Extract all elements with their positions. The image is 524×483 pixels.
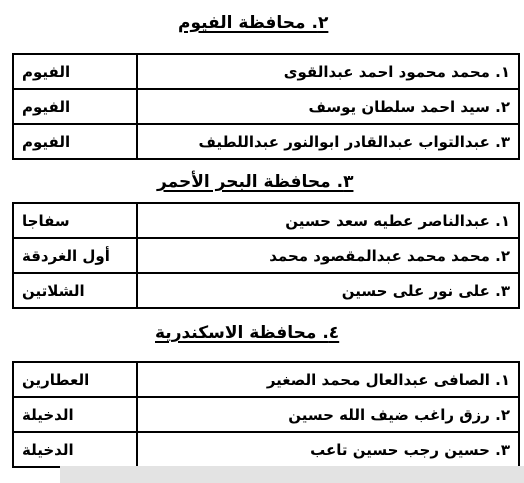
person-name: ٣. على نور على حسين — [137, 273, 519, 308]
person-name: ١. عبدالناصر عطيه سعد حسين — [137, 203, 519, 238]
person-name: ٣. حسين رجب حسين تاعب — [137, 432, 519, 467]
red-sea-table — [12, 202, 520, 309]
table-row — [13, 362, 519, 397]
table-row — [13, 203, 519, 238]
table-row — [13, 89, 519, 124]
person-location: الفيوم — [13, 89, 137, 124]
person-name: ٣. عبدالتواب عبدالقادر ابوالنور عبداللطيف — [137, 124, 519, 159]
section-title-fayoum: ٢. محافظة الفيوم — [178, 13, 329, 33]
table-row — [13, 238, 519, 273]
section-title-alexandria: ٤. محافظة الاسكندرية — [155, 323, 340, 343]
table-row — [13, 432, 519, 467]
person-name: ٢. سيد احمد سلطان يوسف — [137, 89, 519, 124]
person-location: الدخيلة — [13, 397, 137, 432]
person-location: الدخيلة — [13, 432, 137, 467]
alexandria-table — [12, 361, 520, 468]
person-location: الفيوم — [13, 54, 137, 89]
person-location: أول الغردقة — [13, 238, 137, 273]
fayoum-table — [12, 53, 520, 160]
person-name: ١. الصافى عبدالعال محمد الصغير — [137, 362, 519, 397]
person-location: الشلاتين — [13, 273, 137, 308]
table-row — [13, 273, 519, 308]
person-location: سفاجا — [13, 203, 137, 238]
person-name: ٢. محمد محمد عبدالمقصود محمد — [137, 238, 519, 273]
person-location: الفيوم — [13, 124, 137, 159]
person-name: ١. محمد محمود احمد عبدالقوى — [137, 54, 519, 89]
table-row — [13, 124, 519, 159]
footer-bar — [60, 466, 524, 483]
table-row — [13, 54, 519, 89]
person-location: العطارين — [13, 362, 137, 397]
person-name: ٢. رزق راغب ضيف الله حسين — [137, 397, 519, 432]
table-row — [13, 397, 519, 432]
section-title-red-sea: ٣. محافظة البحر الأحمر — [157, 172, 354, 192]
